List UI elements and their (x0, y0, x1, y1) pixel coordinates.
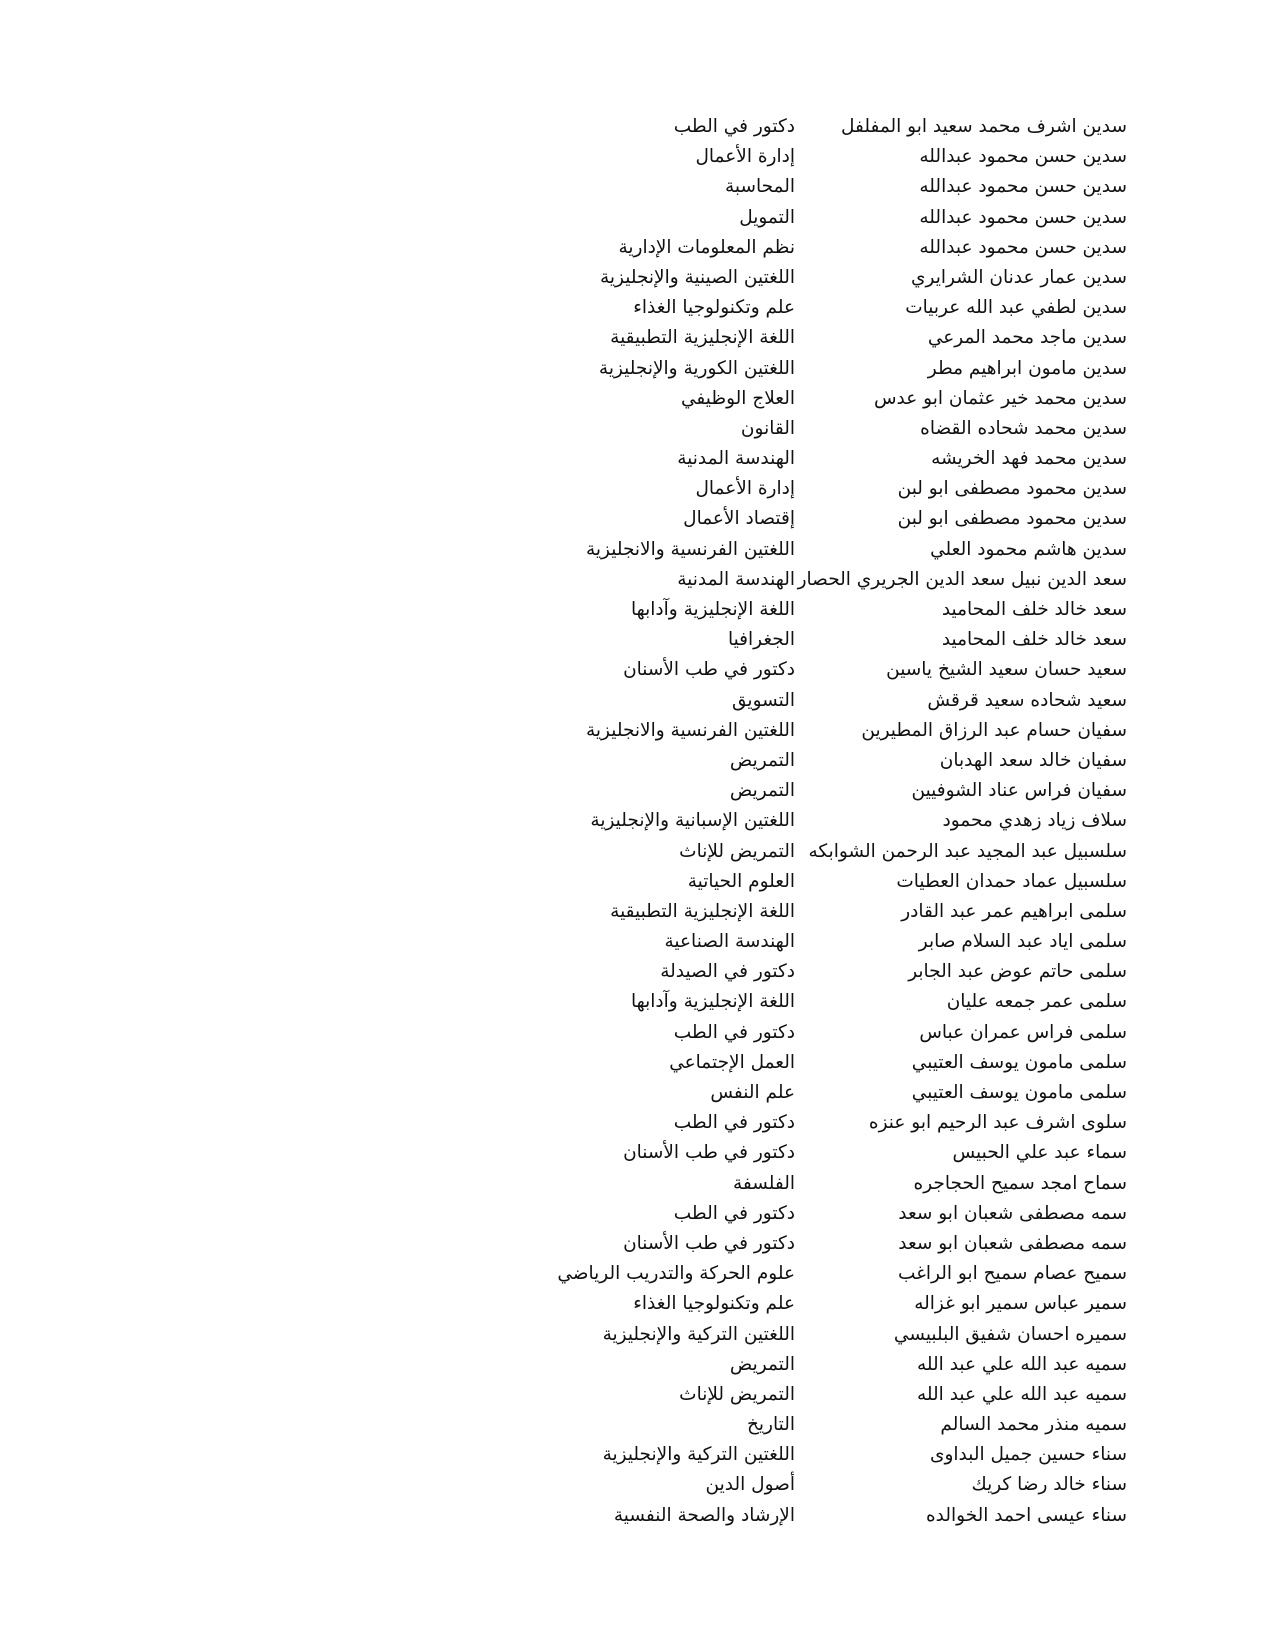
student-major: اللغتين التركية والإنجليزية (602, 1444, 795, 1466)
list-item (427, 655, 1127, 685)
student-name: سناء حسين جميل البداوى (929, 1444, 1127, 1466)
list-item (427, 535, 1127, 565)
student-name: سلسبيل عماد حمدان العطيات (896, 870, 1127, 892)
list-item (427, 1199, 1127, 1229)
student-name: سعد خالد خلف المحاميد (941, 599, 1127, 620)
list-item (427, 203, 1127, 233)
student-name: سناء عيسى احمد الخوالده (925, 1504, 1127, 1526)
student-list (427, 112, 1127, 1531)
student-name: سدين حسن محمود عبدالله (919, 176, 1127, 198)
student-major: اللغة الإنجليزية وآدابها (630, 991, 795, 1013)
student-major: التاريخ (746, 1414, 795, 1436)
student-name: سفيان حسام عبد الرزاق المطيرين (861, 719, 1127, 741)
student-major: دكتور في الطب (673, 1202, 795, 1224)
list-item (427, 444, 1127, 474)
list-item (427, 1320, 1127, 1350)
student-name: سعد الدين نبيل سعد الدين الجريري الحصار (797, 568, 1127, 590)
list-item (427, 625, 1127, 655)
student-name: سدين عمار عدنان الشرايري (911, 266, 1127, 288)
student-major: علم وتكنولوجيا الغذاء (633, 297, 795, 319)
student-name: سلمى عمر جمعه عليان (946, 991, 1127, 1013)
student-major: دكتور في الطب (673, 116, 795, 137)
list-item (427, 1018, 1127, 1048)
list-item (427, 1169, 1127, 1199)
student-name: سلاف زياد زهدي محمود (942, 810, 1127, 832)
student-name: سلمى حاتم عوض عبد الجابر (908, 961, 1127, 983)
list-item (427, 686, 1127, 716)
list-item (427, 1048, 1127, 1078)
student-major: المحاسبة (724, 176, 795, 198)
student-major: التمويل (739, 206, 795, 228)
student-name: سناء خالد رضا كريك (971, 1474, 1127, 1496)
student-major: نظم المعلومات الإدارية (618, 236, 795, 258)
list-item (427, 1289, 1127, 1319)
student-major: الهندسة الصناعية (664, 931, 795, 953)
list-item (427, 1350, 1127, 1380)
student-name: سلمى اياد عبد السلام صابر (918, 931, 1127, 953)
list-item (427, 142, 1127, 172)
student-name: سدين محمود مصطفى ابو لبن (897, 508, 1127, 530)
student-name: سمه مصطفى شعبان ابو سعد (898, 1202, 1127, 1224)
student-major: اللغة الإنجليزية التطبيقية (610, 900, 795, 922)
list-item (427, 172, 1127, 202)
student-major: دكتور في الصيدلة (660, 961, 795, 983)
list-item (427, 897, 1127, 927)
student-name: سماء عبد علي الحبيس (952, 1142, 1127, 1164)
list-item (427, 1410, 1127, 1440)
student-major: التمريض (729, 749, 795, 771)
list-item (427, 414, 1127, 444)
list-item (427, 957, 1127, 987)
list-item (427, 776, 1127, 806)
list-item (427, 112, 1127, 142)
list-item (427, 293, 1127, 323)
student-major: اللغة الإنجليزية التطبيقية (610, 327, 795, 349)
student-major: التمريض للإناث (679, 1383, 795, 1405)
list-item (427, 233, 1127, 263)
student-major: الجغرافيا (727, 629, 795, 651)
student-name: سدين هاشم محمود العلي (930, 538, 1127, 560)
student-name: سدين لطفي عبد الله عربيات (905, 297, 1127, 319)
list-item (427, 1259, 1127, 1289)
student-major: الفلسفة (732, 1172, 795, 1194)
student-name: سماح امجد سميح الحجاجره (913, 1172, 1127, 1194)
list-item (427, 806, 1127, 836)
list-item (427, 1229, 1127, 1259)
student-major: دكتور في طب الأسنان (623, 1232, 795, 1254)
student-major: الإرشاد والصحة النفسية (613, 1504, 795, 1526)
student-name: سدين ماجد محمد المرعي (927, 327, 1127, 349)
student-name: سدين اشرف محمد سعيد ابو المفلفل (840, 116, 1127, 137)
student-major: العمل الإجتماعي (669, 1051, 795, 1073)
student-major: اللغتين الفرنسية والانجليزية (585, 538, 795, 560)
student-major: إدارة الأعمال (695, 146, 795, 168)
student-major: القانون (740, 417, 795, 439)
student-name: سدين محمد شحاده القضاه (920, 417, 1127, 439)
list-item (427, 1108, 1127, 1138)
student-name: سفيان خالد سعد الهدبان (939, 749, 1127, 771)
student-name: سدين محمد فهد الخريشه (931, 448, 1127, 470)
student-name: سدين حسن محمود عبدالله (919, 236, 1127, 258)
student-name: سميه عبد الله علي عبد الله (917, 1383, 1127, 1405)
student-major: الهندسة المدنية (677, 448, 795, 470)
list-item (427, 746, 1127, 776)
list-item (427, 595, 1127, 625)
student-name: سميح عصام سميح ابو الراغب (898, 1263, 1127, 1285)
list-item (427, 1078, 1127, 1108)
student-major: علم وتكنولوجيا الغذاء (633, 1293, 795, 1315)
student-name: سلسبيل عبد المجيد عبد الرحمن الشوابكه (808, 840, 1127, 862)
student-name: سميه منذر محمد السالم (940, 1414, 1127, 1436)
student-name: سدين حسن محمود عبدالله (919, 146, 1127, 168)
student-major: الهندسة المدنية (677, 568, 795, 590)
student-name: سدين حسن محمود عبدالله (919, 206, 1127, 228)
list-item (427, 504, 1127, 534)
student-major: العلاج الوظيفي (681, 387, 795, 409)
student-major: التسويق (732, 689, 795, 711)
list-item (427, 1470, 1127, 1500)
list-item (427, 1440, 1127, 1470)
student-major: إقتصاد الأعمال (683, 508, 795, 530)
student-name: سعد خالد خلف المحاميد (941, 629, 1127, 651)
list-item (427, 1138, 1127, 1168)
student-major: علم النفس (710, 1082, 795, 1103)
student-major: العلوم الحياتية (687, 870, 795, 892)
student-name: سلوى اشرف عبد الرحيم ابو عنزه (868, 1112, 1127, 1134)
list-item (427, 1501, 1127, 1531)
student-major: دكتور في طب الأسنان (623, 1142, 795, 1164)
student-major: التمريض (729, 1353, 795, 1375)
student-name: سمير عباس سمير ابو غزاله (914, 1293, 1127, 1315)
student-name: سفيان فراس عناد الشوفيين (911, 780, 1127, 802)
student-major: دكتور في الطب (673, 1112, 795, 1134)
list-item (427, 837, 1127, 867)
student-major: أصول الدين (705, 1474, 795, 1496)
student-major: اللغتين الصينية والإنجليزية (599, 266, 795, 288)
student-name: سمه مصطفى شعبان ابو سعد (898, 1232, 1127, 1254)
student-name: سدين محمد خير عثمان ابو عدس (873, 387, 1127, 409)
list-item (427, 927, 1127, 957)
student-major: اللغة الإنجليزية وآدابها (630, 599, 795, 620)
list-item (427, 263, 1127, 293)
student-name: سدين مامون ابراهيم مطر (927, 357, 1127, 379)
student-major: التمريض (729, 780, 795, 802)
list-item (427, 1380, 1127, 1410)
student-major: اللغتين الإسبانية والإنجليزية (590, 810, 795, 832)
student-major: دكتور في طب الأسنان (623, 659, 795, 681)
list-item (427, 354, 1127, 384)
student-name: سميره احسان شفيق البلبيسي (893, 1323, 1127, 1345)
list-item (427, 384, 1127, 414)
student-major: اللغتين التركية والإنجليزية (602, 1323, 795, 1345)
student-name: سعيد حسان سعيد الشيخ ياسين (886, 659, 1127, 681)
list-item (427, 987, 1127, 1017)
student-name: سلمى مامون يوسف العتيبي (911, 1082, 1127, 1103)
student-major: اللغتين الفرنسية والانجليزية (585, 719, 795, 741)
student-name: سلمى ابراهيم عمر عبد القادر (901, 900, 1127, 922)
list-item (427, 474, 1127, 504)
student-major: التمريض للإناث (679, 840, 795, 862)
list-item (427, 716, 1127, 746)
student-major: إدارة الأعمال (695, 478, 795, 500)
student-name: سلمى فراس عمران عباس (919, 1021, 1127, 1043)
student-name: سلمى مامون يوسف العتيبي (911, 1051, 1127, 1073)
list-item (427, 565, 1127, 595)
student-name: سعيد شحاده سعيد قرقش (927, 689, 1127, 711)
student-name: سميه عبد الله علي عبد الله (917, 1353, 1127, 1375)
student-major: دكتور في الطب (673, 1021, 795, 1043)
student-name: سدين محمود مصطفى ابو لبن (897, 478, 1127, 500)
list-item (427, 867, 1127, 897)
student-major: علوم الحركة والتدريب الرياضي (557, 1263, 795, 1285)
list-item (427, 323, 1127, 353)
student-major: اللغتين الكورية والإنجليزية (598, 357, 795, 379)
